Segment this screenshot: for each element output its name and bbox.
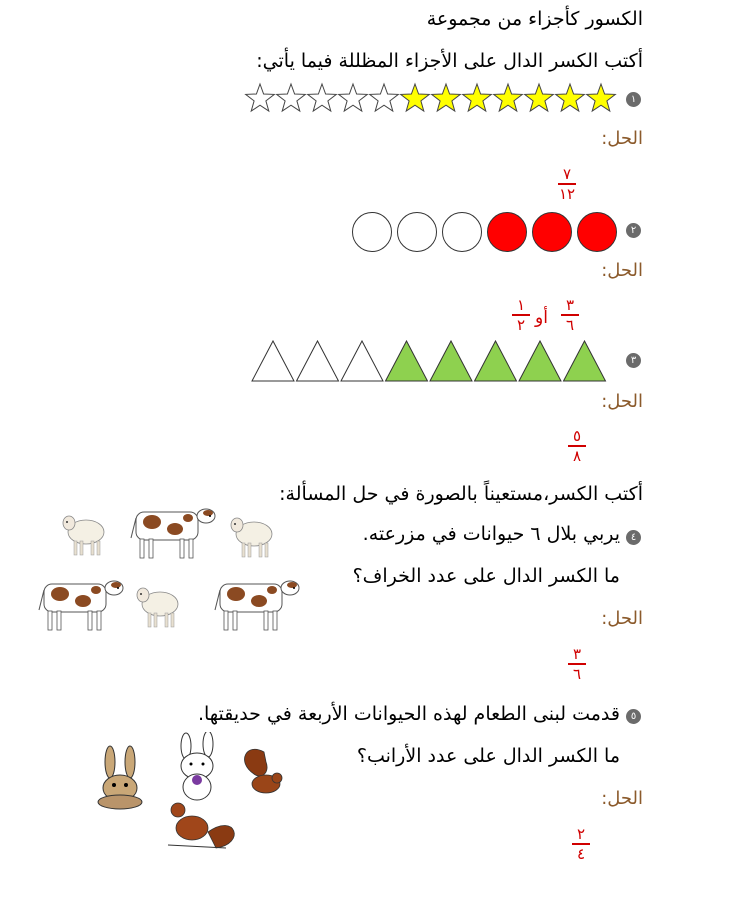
answer-1-numerator: ٧ xyxy=(562,165,572,183)
answer-2-denominator: ٦ xyxy=(565,315,575,334)
triangle-unshaded xyxy=(297,341,339,381)
circle-unshaded xyxy=(442,212,482,252)
farm-animals-image xyxy=(36,500,306,636)
circles-row xyxy=(352,212,620,252)
squirrel-picture xyxy=(245,749,282,793)
answer-5-denominator: ٤ xyxy=(576,844,586,863)
star-unshaded xyxy=(339,84,368,111)
instruction-image: أكتب الكسر،مستعيناً بالصورة في حل المسألة: xyxy=(279,483,643,505)
problem-1-number: ١ xyxy=(626,92,641,107)
page-title: الكسور كأجزاء من مجموعة xyxy=(426,8,643,30)
answer-2-alt-numerator: ١ xyxy=(516,296,526,314)
sheep-picture xyxy=(231,518,272,557)
circle-shaded xyxy=(577,212,617,252)
answer-2-numerator: ٣ xyxy=(565,296,575,314)
problem-5-question-2: ما الكسر الدال على عدد الأرانب؟ xyxy=(356,745,620,767)
answer-fraction-3 xyxy=(566,428,588,464)
star-shaded xyxy=(432,84,461,111)
problem-5-number: ٥ xyxy=(626,709,641,724)
instruction-shaded: أكتب الكسر الدال على الأجزاء المظللة فيما يأتي: xyxy=(256,50,643,72)
triangle-unshaded xyxy=(341,341,383,381)
problem-3-number: ٣ xyxy=(626,353,641,368)
rabbit-picture xyxy=(181,732,213,800)
sheep-picture xyxy=(63,516,104,555)
star-shaded xyxy=(494,84,523,111)
triangles-row xyxy=(250,339,612,383)
answer-fraction-2-alt xyxy=(510,297,532,333)
solution-label-5: الحل: xyxy=(601,788,643,809)
triangle-shaded xyxy=(519,341,561,381)
solution-label-4: الحل: xyxy=(601,608,643,629)
circle-shaded xyxy=(532,212,572,252)
cow-picture xyxy=(39,581,123,630)
answer-1-denominator: ١٢ xyxy=(558,184,576,203)
star-shaded xyxy=(525,84,554,111)
answer-3-numerator: ٥ xyxy=(572,427,582,445)
triangle-shaded xyxy=(430,341,472,381)
answer-4-denominator: ٦ xyxy=(572,664,582,683)
answer-fraction-4 xyxy=(566,646,588,682)
circle-shaded xyxy=(487,212,527,252)
solution-label-1: الحل: xyxy=(601,128,643,149)
star-shaded xyxy=(587,84,616,111)
solution-label-2: الحل: xyxy=(601,260,643,281)
triangle-shaded xyxy=(564,341,606,381)
circle-unshaded xyxy=(352,212,392,252)
stars-row xyxy=(244,80,619,118)
star-shaded xyxy=(401,84,430,111)
squirrel-picture xyxy=(168,803,234,848)
solution-label-3: الحل: xyxy=(601,391,643,412)
answer-3-denominator: ٨ xyxy=(572,446,582,465)
garden-animals-image xyxy=(96,732,291,856)
cow-picture xyxy=(131,509,215,558)
problem-2-number: ٢ xyxy=(626,223,641,238)
star-unshaded xyxy=(370,84,399,111)
triangle-shaded xyxy=(475,341,517,381)
triangle-shaded xyxy=(386,341,428,381)
answer-fraction-1 xyxy=(556,166,578,202)
problem-4-question-1: يربي بلال ٦ حيوانات في مزرعته. xyxy=(362,523,620,545)
answer-4-numerator: ٣ xyxy=(572,645,582,663)
star-unshaded xyxy=(246,84,275,111)
answer-fraction-2 xyxy=(559,297,581,333)
answer-fraction-5 xyxy=(570,826,592,862)
triangle-unshaded xyxy=(252,341,294,381)
circle-unshaded xyxy=(397,212,437,252)
or-text: أو xyxy=(535,308,548,328)
problem-4-number: ٤ xyxy=(626,530,641,545)
problem-5-question-1: قدمت لبنى الطعام لهذه الحيوانات الأربعة في حديقتها. xyxy=(197,703,620,725)
cow-picture xyxy=(215,581,299,630)
rabbit-picture xyxy=(98,746,142,809)
star-unshaded xyxy=(308,84,337,111)
answer-2-alt-denominator: ٢ xyxy=(516,315,526,334)
sheep-picture xyxy=(137,588,178,627)
star-shaded xyxy=(463,84,492,111)
answer-5-numerator: ٢ xyxy=(576,825,586,843)
problem-4-question-2: ما الكسر الدال على عدد الخراف؟ xyxy=(352,565,620,587)
star-shaded xyxy=(556,84,585,111)
star-unshaded xyxy=(277,84,306,111)
